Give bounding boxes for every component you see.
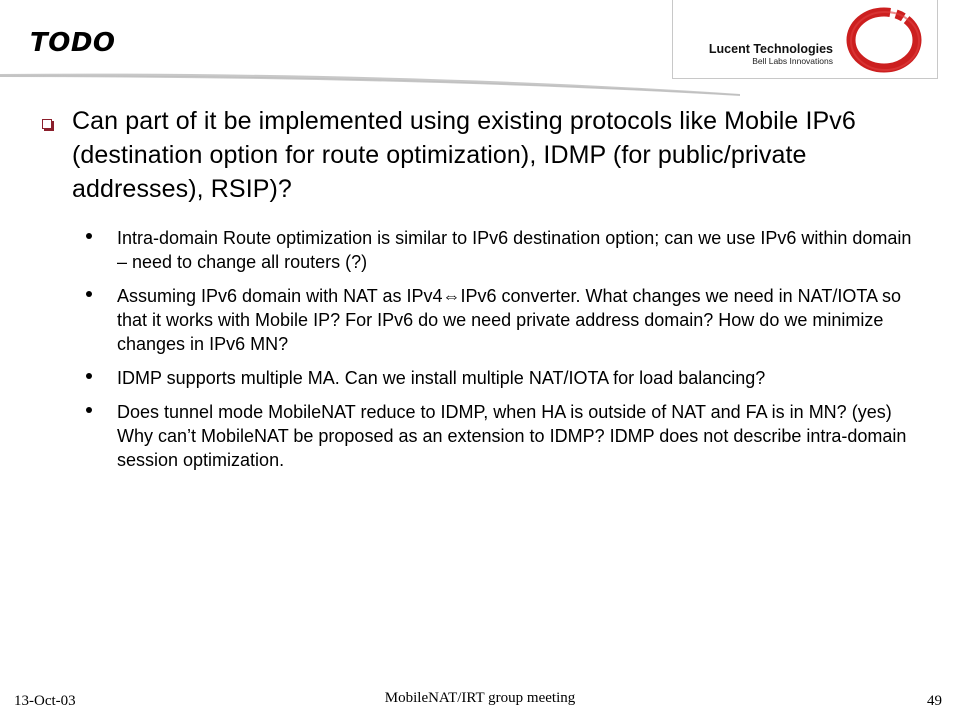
bullet-dot-icon <box>86 233 92 239</box>
bullet-dot-icon <box>86 407 92 413</box>
bullet-dot-icon <box>86 373 92 379</box>
sub-bullet-item <box>86 226 916 274</box>
sub-bullet-text: IDMP supports multiple MA. Can we install multiple NAT/IOTA for load balancing? <box>117 368 766 388</box>
swoosh-stroke <box>0 74 740 96</box>
footer-title: MobileNAT/IRT group meeting <box>384 690 576 706</box>
sub-bullet-item <box>86 366 916 390</box>
sub-bullet-item <box>86 284 916 356</box>
lucent-ring-icon <box>839 4 929 76</box>
sub-bullet-list <box>86 226 916 482</box>
slide-title: TODO <box>30 28 116 58</box>
main-bullet-text: Can part of it be implemented using existing protocols like Mobile IPv6 (destination option for route optimization), IDMP (for public/private addresses), RSIP)? <box>72 107 856 203</box>
sub-bullet-text: Does tunnel mode MobileNAT reduce to IDMP, when HA is outside of NAT and FA is in MN? (yes) Why can’t MobileNAT be proposed as an extension to IDMP? IDMP does not describe intra-domain session optimization. <box>117 402 907 470</box>
sub-bullet-text: Intra-domain Route optimization is similar to IPv6 destination option; can we use IPv6 within domain – need to change all routers (?) <box>117 228 912 272</box>
header-swoosh-line <box>0 60 760 100</box>
square-bullet-icon <box>42 119 52 129</box>
sub-bullet-text: Assuming IPv6 domain with NAT as IPv4⇔IPv6 converter. What changes we need in NAT/IOTA so that it works with Mobile IP? For IPv6 do we need private address domain? How do we minimize changes in IPv6 MN? <box>117 286 902 354</box>
logo-tagline: Bell Labs Innovations <box>752 56 833 66</box>
main-bullet <box>42 104 922 206</box>
sub-bullet-item <box>86 400 916 472</box>
logo-company-name: Lucent Technologies <box>708 42 833 56</box>
logo-text <box>688 43 833 66</box>
company-logo <box>672 0 938 79</box>
bullet-dot-icon <box>86 291 92 297</box>
footer-date: 13-Oct-03 <box>14 693 76 709</box>
footer-page-number: 49 <box>927 693 942 709</box>
